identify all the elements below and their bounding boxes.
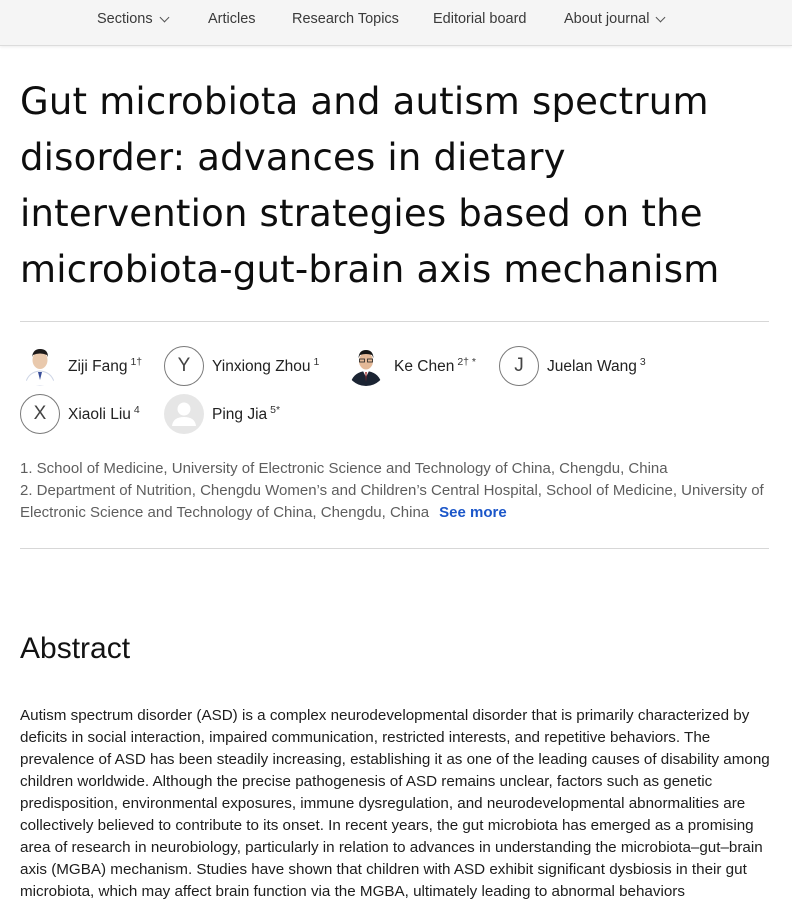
nav-research-topics-label: Research Topics bbox=[292, 11, 399, 27]
chevron-down-icon bbox=[159, 12, 169, 22]
nav-editorial-board[interactable] bbox=[433, 11, 527, 27]
nav-articles-label: Articles bbox=[208, 11, 256, 27]
author-photo-avatar bbox=[346, 346, 386, 386]
chevron-down-icon bbox=[656, 12, 666, 22]
nav-editorial-board-label: Editorial board bbox=[433, 11, 527, 27]
author-ziji-fang[interactable] bbox=[20, 346, 142, 386]
nav-research-topics[interactable] bbox=[292, 11, 399, 27]
author-ping-jia[interactable] bbox=[164, 394, 280, 434]
abstract-text: Autism spectrum disorder (ASD) is a complex neurodevelopmental disorder that is primarily characterized by deficits in social interaction, impaired communication, restricted interests, and repetitive behaviors. The prevalence of ASD has been steadily increasing, establishing it as one of the leading causes of disability among children worldwide. Although the precise pathogenesis of ASD remains unclear, factors such as genetic predisposition, environmental exposures, immune dysregulation, and neurodevelopmental abnormalities are collectively believed to contribute to its onset. In recent years, the gut microbiota has emerged as a promising area of research in neurobiology, particularly in relation to advances in understanding the microbiota–gut–brain axis (MGBA) mechanism. Studies have shown that children with ASD exhibit significant dysbiosis in their gut microbiota, which may affect brain function via the MGBA, ultimately leading to abnormal behaviors bbox=[20, 707, 770, 900]
author-name: Ke Chen $^{2\dagger *}$ bbox=[394, 356, 477, 375]
author-name: Juelan Wang $^3$ bbox=[547, 356, 646, 375]
author-name: Ziji Fang $^{1\dagger}$ bbox=[68, 356, 143, 375]
default-user-icon bbox=[164, 394, 204, 434]
author-photo-avatar bbox=[20, 346, 60, 386]
affiliation-1: 1. School of Medicine, University of Electronic Science and Technology of China, Chengdu, China bbox=[20, 460, 668, 477]
author-ke-chen[interactable] bbox=[346, 346, 476, 386]
affiliation-2: 2. Department of Nutrition, Chengdu Women’s and Children’s Central Hospital, School of Medicine, University of Electronic Science and Technology of China, Chengdu, China See more bbox=[20, 482, 764, 521]
nav-about-journal-label: About journal bbox=[564, 11, 650, 27]
article-title: Gut microbiota and autism spectrum disorder: advances in dietary intervention strategies based on the microbiota-gut-brain axis mechanism bbox=[20, 80, 720, 291]
abstract-heading: Abstract bbox=[20, 632, 131, 665]
nav-sections[interactable] bbox=[97, 11, 168, 27]
divider bbox=[20, 321, 769, 322]
nav-articles[interactable] bbox=[208, 11, 256, 27]
author-yinxiong-zhou[interactable] bbox=[164, 346, 319, 386]
author-xiaoli-liu[interactable] bbox=[20, 394, 140, 434]
author-name: Xiaoli Liu $^4$ bbox=[68, 404, 140, 423]
see-more-link[interactable]: See more bbox=[439, 504, 507, 521]
author-name: Yinxiong Zhou $^1$ bbox=[212, 356, 320, 375]
top-navigation bbox=[0, 0, 792, 46]
divider bbox=[20, 548, 769, 549]
nav-sections-label: Sections bbox=[97, 11, 153, 27]
affiliations bbox=[20, 458, 772, 524]
author-initial-avatar: J bbox=[499, 346, 539, 386]
author-juelan-wang[interactable] bbox=[499, 346, 646, 386]
author-initial-avatar: Y bbox=[164, 346, 204, 386]
author-initial-avatar: X bbox=[20, 394, 60, 434]
author-name: Ping Jia $^{5*}$ bbox=[212, 404, 281, 423]
nav-about-journal[interactable] bbox=[564, 11, 664, 27]
